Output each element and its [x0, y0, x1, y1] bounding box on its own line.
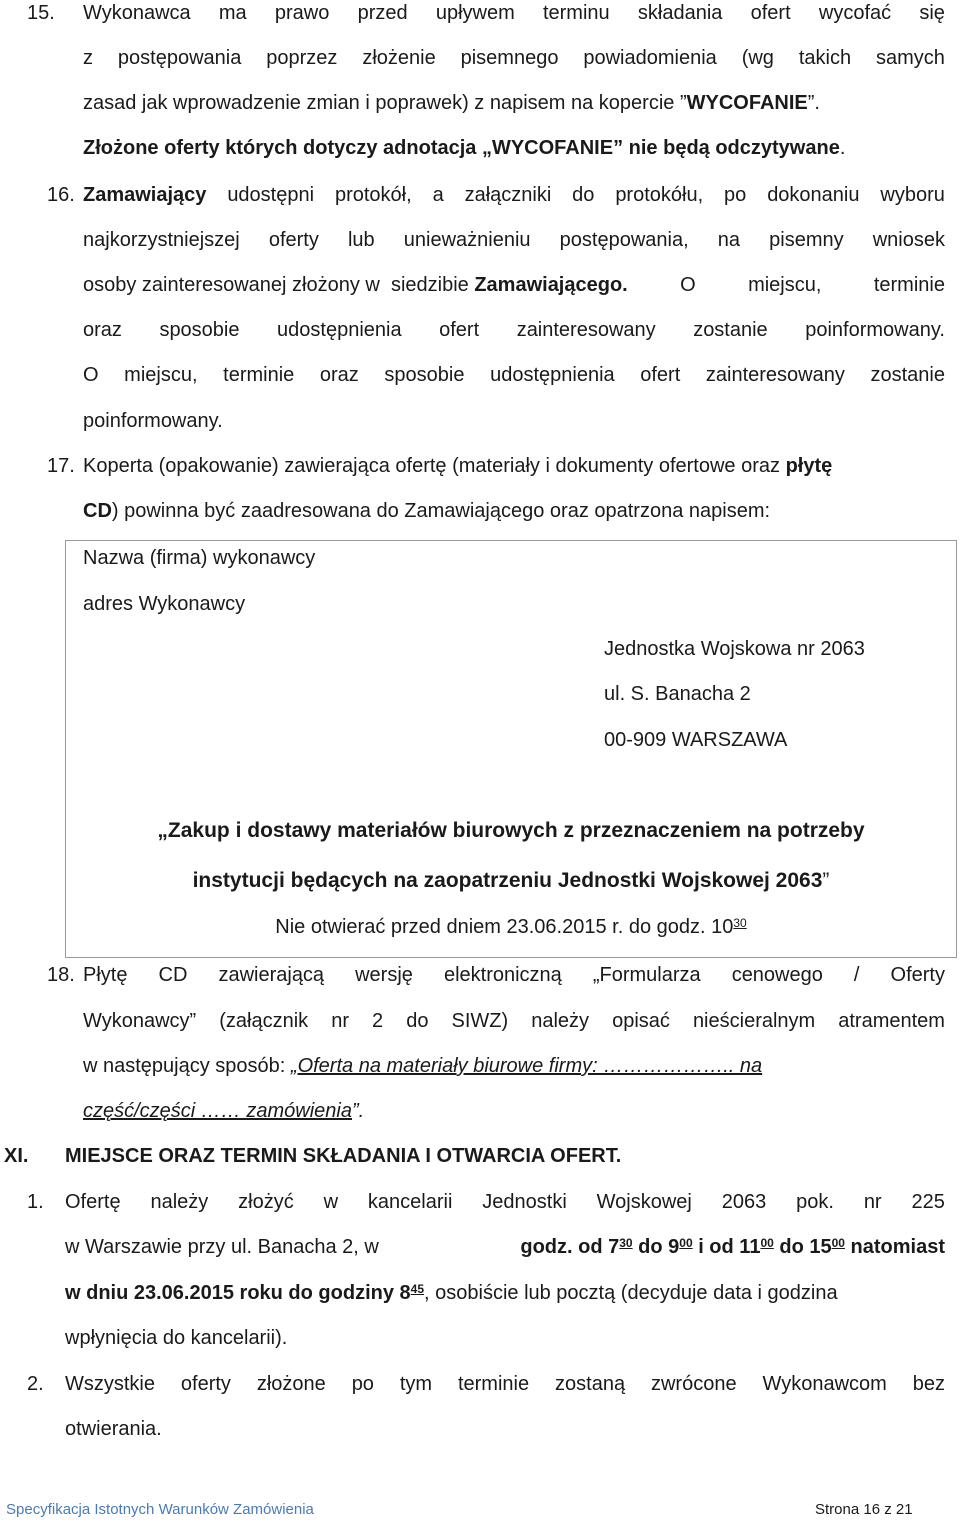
word: SIWZ) — [451, 1010, 509, 1032]
word: Jednostki — [482, 1191, 567, 1213]
item-16-line-3 — [83, 272, 945, 298]
word: pisemnego — [460, 47, 559, 69]
word: lub — [347, 229, 375, 251]
item-18-number: 18. — [47, 964, 75, 986]
word: / — [853, 964, 860, 986]
word: Płytę — [83, 964, 128, 986]
item-16-line-6: poinformowany. — [83, 410, 223, 432]
envelope-subject-line-1: „Zakup i dostawy materiałów biurowych z przeznaczeniem na potrzeby — [157, 819, 865, 842]
word: opisać — [612, 1010, 670, 1032]
item-15-line-4-bold: Złożone oferty których dotyczy adnotacja „WYCOFANIE” nie będą odczytywane — [83, 137, 840, 159]
item-15-number: 15. — [27, 2, 55, 24]
word: „Formularza — [592, 964, 701, 986]
point-1-hours: godz. od $7^{30}$ do $9^{00}$ i od $11^{00}$ do $15^{00}$ natomiast — [520, 1236, 945, 1258]
item-17-cd-bold-2: CD — [83, 500, 112, 522]
word: nr — [331, 1010, 349, 1032]
word: poprzez — [266, 47, 338, 69]
word: O — [83, 364, 99, 386]
word: zostaną — [555, 1373, 626, 1395]
item-15-line-4-end: . — [839, 137, 846, 159]
item-15-withdraw-keyword: WYCOFANIE — [686, 92, 808, 114]
word: zostanie — [870, 364, 945, 386]
word: protokółu, — [615, 184, 704, 206]
item-16-line-2 — [83, 227, 945, 253]
item-15-line-3-text: zasad jak wprowadzenie zmian i poprawek) z napisem na kopercie ” — [83, 92, 687, 114]
word: pok. — [796, 1191, 834, 1213]
word: terminie — [873, 274, 945, 296]
word: zainteresowany — [516, 319, 656, 341]
word: kancelarii — [367, 1191, 453, 1213]
word: Ofertę — [65, 1191, 121, 1213]
word: do — [406, 1010, 429, 1032]
word: zainteresowany — [705, 364, 845, 386]
word: zawierającą — [218, 964, 325, 986]
word: dokonaniu — [767, 184, 860, 206]
item-17-line-2: CD) powinna być zaadresowana do Zamawiającego oraz opatrzona napisem: — [83, 500, 771, 522]
item-16-orderer-bold: Zamawiający — [83, 184, 207, 206]
word: CD — [158, 964, 188, 986]
section-xi-title: MIEJSCE ORAZ TERMIN SKŁADANIA I OTWARCIA OFERT. — [65, 1145, 622, 1167]
word: Wykonawcy” — [83, 1010, 197, 1032]
word: ofert — [640, 364, 681, 386]
word: oferty — [180, 1373, 231, 1395]
word: nr — [863, 1191, 882, 1213]
item-16-line-1 — [83, 182, 945, 208]
word: upływem — [435, 2, 515, 24]
word: z — [83, 47, 93, 69]
word: w — [323, 1191, 339, 1213]
word: Oferty — [890, 964, 945, 986]
item-18-line-1 — [83, 962, 945, 988]
word: oraz — [319, 364, 359, 386]
word: elektroniczną — [443, 964, 562, 986]
word: takich — [798, 47, 852, 69]
envelope-do-not-open-notice: Nie otwierać przed dniem 23.06.2015 r. do godz. $10^{30}$ — [275, 916, 747, 938]
word: udostępnienia — [490, 364, 615, 386]
item-17-number: 17. — [47, 455, 75, 477]
word: udostępnienia — [277, 319, 402, 341]
word: składania — [637, 2, 723, 24]
point-1-line-4: wpłynięcia do kancelarii). — [65, 1327, 288, 1349]
point-1-line-3: w dniu 23.06.2015 roku do godziny $8^{45}$, osobiście lub pocztą (decyduje data i godzina — [65, 1282, 838, 1304]
word: 2063 — [721, 1191, 767, 1213]
word: miejscu, — [748, 274, 822, 296]
word: miejscu, — [124, 364, 198, 386]
envelope-subject-line-2: instytucji będących na zaopatrzeniu Jednostki Wojskowej 2063” — [192, 869, 830, 892]
word: oferty — [268, 229, 319, 251]
word: terminie — [457, 1373, 530, 1395]
word: poinformowany. — [805, 319, 945, 341]
item-17-line-1: Koperta (opakowanie) zawierająca ofertę (materiały i dokumenty ofertowe oraz płytę — [83, 455, 833, 477]
word: sposobie — [384, 364, 465, 386]
point-1-deadline: w dniu 23.06.2015 roku do godziny $8^{45}$ — [65, 1282, 425, 1304]
point-1-line-2: w Warszawie przy ul. Banacha 2, w godz. od $7^{30}$ do $9^{00}$ i od $11^{00}$ do $15^{00}$ natomiast — [65, 1236, 945, 1258]
word: 2 — [372, 1010, 384, 1032]
word: samych — [875, 47, 945, 69]
word: cenowego — [731, 964, 823, 986]
footer-document-title: Specyfikacja Istotnych Warunków Zamówienia — [6, 1501, 314, 1518]
word: wyboru — [880, 184, 945, 206]
word: pisemny — [769, 229, 844, 251]
word: sposobie — [159, 319, 240, 341]
item-16-number: 16. — [47, 184, 75, 206]
point-2-number: 2. — [27, 1373, 44, 1395]
word: Wykonawca — [83, 2, 191, 24]
word: 225 — [911, 1191, 945, 1213]
word: złożenie — [362, 47, 436, 69]
word: ma — [218, 2, 247, 24]
point-1-line-1 — [65, 1189, 945, 1215]
word: terminie — [223, 364, 295, 386]
envelope-recipient-street: ul. S. Banacha 2 — [604, 683, 751, 705]
word: nieścieralnym — [692, 1010, 816, 1032]
word: tym — [399, 1373, 433, 1395]
word: zostanie — [693, 319, 768, 341]
item-17-cd-bold: płytę — [785, 455, 833, 477]
word: po — [351, 1373, 374, 1395]
word: ofert — [750, 2, 791, 24]
word: postępowania — [117, 47, 242, 69]
word: bez — [912, 1373, 945, 1395]
word: powiadomienia — [583, 47, 717, 69]
footer-page-number: Strona 16 z 21 — [815, 1501, 913, 1518]
word: unieważnieniu — [403, 229, 531, 251]
envelope-recipient-city: 00-909 WARSZAWA — [604, 729, 788, 751]
item-15-line-4 — [83, 135, 845, 161]
item-15-line-3-end: ”. — [807, 92, 820, 114]
word: do — [572, 184, 595, 206]
point-1-number: 1. — [27, 1191, 44, 1213]
item-18-line-2 — [83, 1008, 945, 1034]
word: należy — [531, 1010, 590, 1032]
word: się — [919, 2, 945, 24]
word: załączniki — [464, 184, 552, 206]
word: zwrócone — [650, 1373, 737, 1395]
word: złożyć — [238, 1191, 294, 1213]
word: na — [717, 229, 741, 251]
word: postępowania, — [559, 229, 689, 251]
word: złożone — [256, 1373, 326, 1395]
section-xi-number: XI. — [4, 1145, 29, 1167]
word: Wojskowej — [596, 1191, 692, 1213]
item-16-line-3-text: osoby zainteresowanej złożony w siedzibie Zamawiającego. — [83, 274, 628, 296]
word: atramentem — [838, 1010, 945, 1032]
item-15-line-1 — [83, 0, 945, 26]
word: wycofać — [818, 2, 892, 24]
word: prawo — [274, 2, 330, 24]
word: ofert — [439, 319, 480, 341]
word: najkorzystniejszej — [83, 229, 240, 251]
word: oraz — [83, 319, 122, 341]
word: O — [680, 274, 696, 296]
word: (wg — [741, 47, 774, 69]
item-15-line-2 — [83, 45, 945, 71]
word: Wszystkie — [65, 1373, 155, 1395]
word: udostępni — [227, 184, 315, 206]
envelope-recipient-unit: Jednostka Wojskowa nr 2063 — [604, 638, 865, 660]
point-2-line-2: otwierania. — [65, 1418, 162, 1440]
item-16-line-5 — [83, 362, 945, 388]
envelope-sender-name: Nazwa (firma) wykonawcy — [83, 547, 316, 569]
word: Wykonawcom — [762, 1373, 887, 1395]
envelope-sender-address: adres Wykonawcy — [83, 593, 246, 615]
word: należy — [150, 1191, 209, 1213]
item-18-label-template: „Oferta na materiały biurowe firmy: ……………….. na — [290, 1055, 763, 1077]
word: wersję — [355, 964, 413, 986]
word: (załącznik — [219, 1010, 309, 1032]
item-18-line-4: część/części …… zamówienia”. — [83, 1100, 365, 1122]
word: terminu — [542, 2, 610, 24]
point-2-line-1 — [65, 1371, 945, 1397]
word: a — [432, 184, 444, 206]
word: protokół, — [334, 184, 412, 206]
item-16-line-4 — [83, 317, 945, 343]
word: przed — [357, 2, 408, 24]
word: po — [724, 184, 747, 206]
item-18-line-3: w następujący sposób: „Oferta na materiały biurowe firmy: ……………….. na — [83, 1055, 763, 1077]
item-15-line-3 — [83, 90, 820, 116]
word: wniosek — [872, 229, 945, 251]
